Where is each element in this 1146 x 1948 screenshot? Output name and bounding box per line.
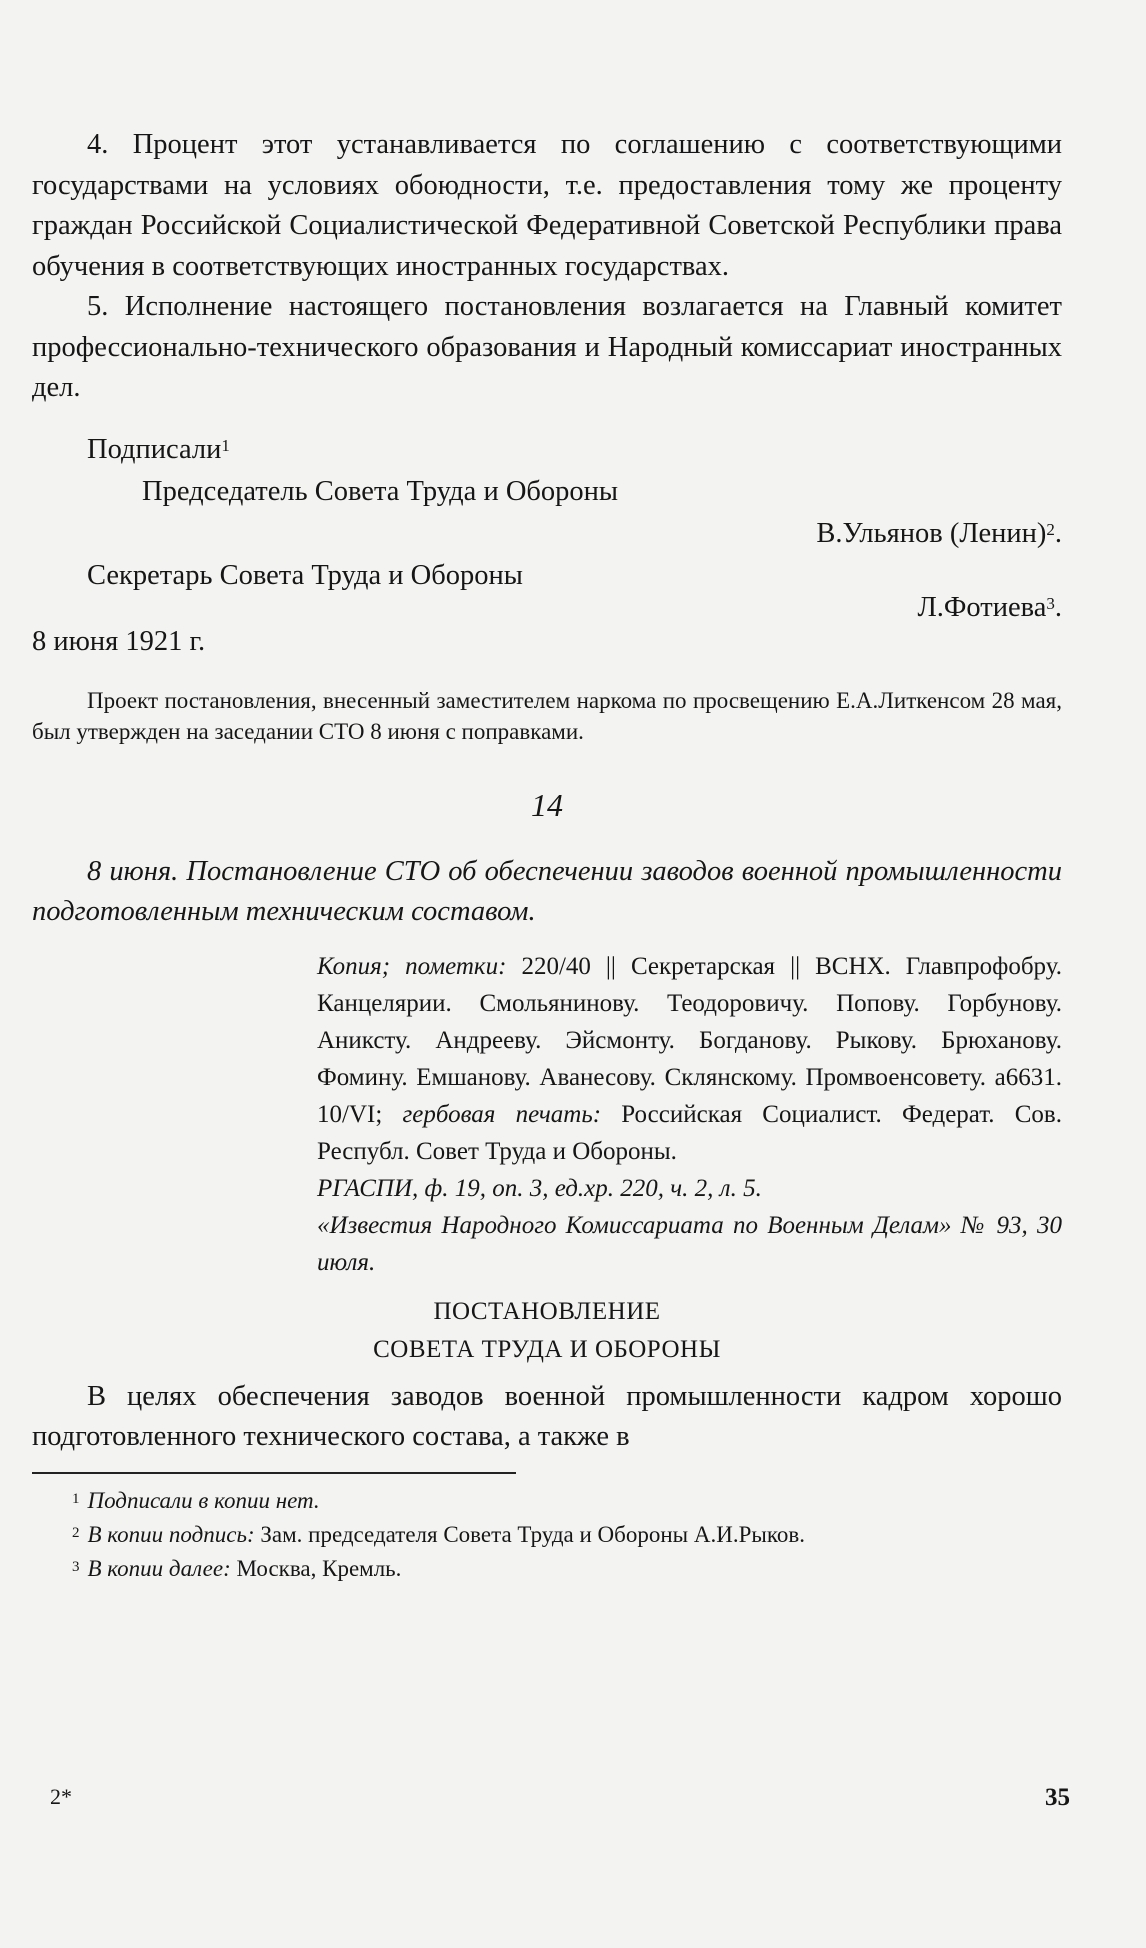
draft-note: Проект постановления, внесенный заместителем наркома по просвещению Е.А.Литкенсом 28 мая, был утвержден на заседании СТО 8 июня с поправками. — [32, 687, 1062, 744]
archive-copy-note — [317, 948, 1062, 1170]
footnote-1 — [32, 1484, 1062, 1518]
resolution-body: В целях обеспечения заводов военной промышленности кадром хорошо подготовленного технического состава, а также в — [32, 1380, 1062, 1452]
footnote-ref-3: 3 — [1046, 593, 1055, 613]
footnote-3-text: Москва, Кремль. — [230, 1555, 402, 1581]
footnote-3-italic: В копии далее: — [87, 1555, 231, 1581]
footnote-1-mark: 1 — [72, 1490, 80, 1507]
footnote-ref-2: 2 — [1046, 519, 1055, 539]
resolution-heading-1: ПОСТАНОВЛЕНИЕ — [433, 1297, 661, 1325]
secretary-name: Л.Фотиева — [917, 591, 1047, 623]
signature-mark: 2* — [50, 1784, 72, 1809]
seal-text: Российская Социалист. Федерат. Сов. Республ. Совет Труда и Обороны. — [317, 1100, 1062, 1165]
footnote-3-mark: 3 — [72, 1558, 80, 1575]
paragraph-4: 4. Процент этот устанавливается по соглашению с соответствующими государствами на условиях обоюдности, т.е. предоставления тому же проценту граждан Российской Социалистической Федеративной Советской Республики права обучения в соответствующих иностранных государствах. — [32, 129, 1062, 282]
copy-text: 220/40 || Секретарская || ВСНХ. Главпрофобру. Канцелярии. Смольянинову. Теодоровичу. Попову. Горбунову. Аниксту. Андрееву. Эйсмонту. Богданову. Рыкову. Брюханову. Фомину. Емшанову. Аванесову. Склянскому. Промвоенсовету. а6631. 10/VI; — [317, 952, 1062, 1128]
footnote-2-italic: В копии подпись: — [87, 1521, 255, 1547]
resolution-heading-2: СОВЕТА ТРУДА И ОБОРОНЫ — [373, 1335, 721, 1363]
chair-name: В.Ульянов (Ленин) — [816, 517, 1047, 549]
paragraph-5: 5. Исполнение настоящего постановления возлагается на Главный комитет профессионально-технического образования и Народный комиссариат иностранных дел. — [32, 291, 1062, 403]
signed-label: Подписали — [87, 433, 222, 465]
footnote-2-text: Зам. председателя Совета Труда и Обороны А.И.Рыков. — [254, 1521, 805, 1547]
chair-signature — [32, 513, 1062, 555]
copy-label: Копия; пометки: — [317, 952, 507, 980]
document-page — [32, 125, 1062, 1586]
document-number: 14 — [531, 786, 563, 823]
footnote-3 — [32, 1552, 1062, 1586]
signed-line — [32, 429, 1062, 471]
document-title: 8 июня. Постановление СТО об обеспечении заводов военной промышленности подготовленным техническим составом. — [32, 855, 1062, 927]
publication-reference: «Известия Народного Комиссариата по Военным Делам» № 93, 30 июля. — [317, 1211, 1062, 1276]
footnote-ref-1: 1 — [221, 435, 230, 455]
secretary-dot: . — [1054, 591, 1062, 623]
archive-reference: РГАСПИ, ф. 19, оп. 3, ед.хр. 220, ч. 2, л. 5. — [317, 1174, 762, 1202]
page-footer — [50, 1784, 1070, 1812]
footnote-2-mark: 2 — [72, 1524, 80, 1541]
resolution-heading — [32, 1293, 1062, 1369]
seal-label: гербовая печать: — [382, 1100, 602, 1128]
secretary-title: Секретарь Совета Труда и Обороны — [87, 559, 523, 591]
page-number: 35 — [1045, 1784, 1070, 1811]
chair-title: Председатель Совета Труда и Обороны — [142, 475, 619, 507]
signature-block — [32, 429, 1062, 663]
footnote-1-italic: Подписали в копии нет. — [87, 1487, 320, 1513]
signing-date: 8 июня 1921 г. — [32, 625, 206, 657]
footnote-divider — [32, 1472, 516, 1474]
footnote-2 — [32, 1518, 1062, 1552]
chair-dot: . — [1054, 517, 1062, 549]
